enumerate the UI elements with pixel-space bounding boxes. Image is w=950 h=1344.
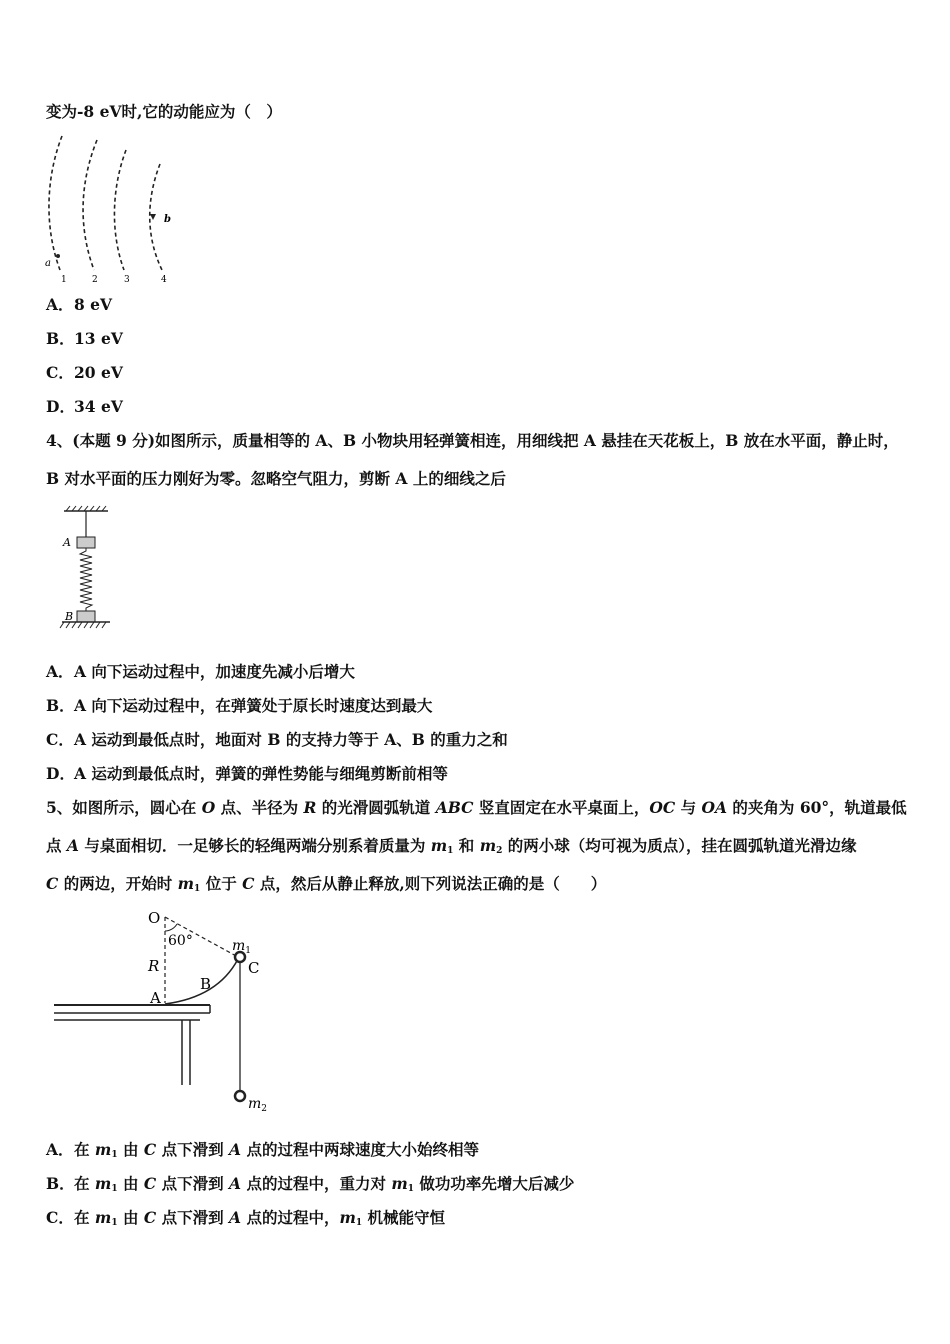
- q4-option-c: C．A 运动到最低点时，地面对 B 的支持力等于 A、B 的重力之和: [46, 730, 508, 749]
- equipotential-line-1: [49, 136, 62, 270]
- label-a: A: [150, 989, 161, 1007]
- q3-stem-tail: 变为-8 eV时,它的动能应为（ ）: [46, 102, 282, 121]
- line-label-2: 2: [92, 275, 98, 285]
- q5-option-c: C．在 $m_1$ 由 C 点下滑到 A 点的过程中，$m_1$ 机械能守恒: [46, 1208, 446, 1228]
- equipotential-lines-figure: [40, 132, 190, 287]
- label-m2: $m_2$: [248, 1096, 268, 1114]
- q3-option-c: C．20 eV: [46, 363, 123, 382]
- q3-option-b: B．13 eV: [46, 329, 123, 348]
- q4-option-b: B．A 向下运动过程中，在弹簧处于原长时速度达到最大: [46, 696, 433, 715]
- q5-stem-line3: C 的两边，开始时 $m_1$ 位于 C 点，然后从静止释放,则下列说法正确的是（ ）: [46, 874, 607, 894]
- label-a: A: [63, 536, 71, 549]
- ball-m2: [235, 1091, 245, 1101]
- equipotential-line-2: [83, 140, 97, 270]
- spring: [80, 548, 92, 611]
- equipotential-line-3: [114, 150, 126, 270]
- q4-stem-line2: B 对水平面的压力刚好为零。忽略空气阻力，剪断 A 上的细线之后: [46, 469, 506, 488]
- point-a-dot: [56, 254, 60, 258]
- point-b-arrow: [150, 214, 156, 220]
- point-a-label: a: [45, 258, 51, 269]
- label-c: C: [248, 959, 260, 977]
- label-b: B: [200, 975, 212, 993]
- circular-track-figure: [50, 905, 280, 1115]
- q5-option-a: A．在 $m_1$ 由 C 点下滑到 A 点的过程中两球速度大小始终相等: [46, 1140, 479, 1160]
- q4-option-d: D．A 运动到最低点时，弹簧的弹性势能与细绳剪断前相等: [46, 764, 448, 783]
- q5-stem-line1: 5、如图所示，圆心在 O 点、半径为 R 的光滑圆弧轨道 ABC 竖直固定在水平桌面上，OC 与 OA 的夹角为 60°，轨道最低: [46, 798, 907, 817]
- q3-option-a: A．8 eV: [46, 295, 113, 314]
- label-m1: $m_1$: [232, 938, 252, 956]
- spring-blocks-figure: [58, 505, 118, 635]
- q4-stem-line1: 4、(本题 9 分)如图所示，质量相等的 A、B 小物块用轻弹簧相连，用细线把 A 悬挂在天花板上，B 放在水平面，静止时，: [46, 431, 899, 450]
- point-b-label: b: [164, 214, 171, 225]
- q5-stem-line2: 点 A 与桌面相切．一足够长的轻绳两端分别系着质量为 $m_1$ 和 $m_2$ 的两小球（均可视为质点），挂在圆弧轨道光滑边缘: [46, 836, 857, 856]
- q3-option-d: D．34 eV: [46, 397, 123, 416]
- label-angle: 60°: [168, 933, 193, 949]
- label-o: O: [148, 909, 161, 927]
- block-a: [77, 537, 95, 548]
- line-label-1: 1: [61, 275, 67, 285]
- line-label-4: 4: [161, 275, 167, 285]
- q4-option-a: A．A 向下运动过程中，加速度先减小后增大: [46, 662, 355, 681]
- label-b: B: [65, 610, 74, 623]
- q5-option-b: B．在 $m_1$ 由 C 点下滑到 A 点的过程中，重力对 $m_1$ 做功功率先增大后减少: [46, 1174, 575, 1194]
- line-label-3: 3: [124, 275, 130, 285]
- label-r: R: [148, 957, 160, 975]
- block-b: [77, 611, 95, 622]
